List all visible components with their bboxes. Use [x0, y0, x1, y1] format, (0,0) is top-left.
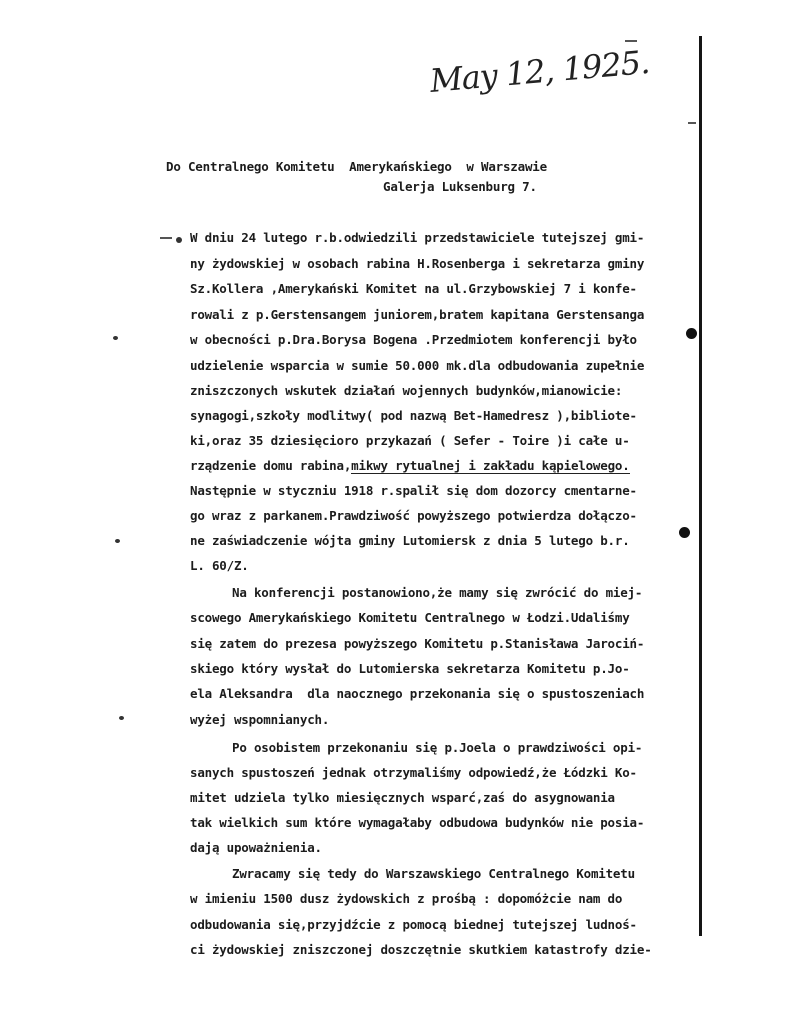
text-line: w obecności p.Dra.Borysa Bogena .Przedmiotem konferencji było — [190, 332, 637, 347]
text-line: zniszczonych wskutek działań wojennych budynków,mianowicie: — [190, 383, 623, 398]
text-line: sanych spustoszeń jednak otrzymaliśmy odpowiedź,że Łódzki Ko- — [190, 765, 637, 780]
text-line: odbudowania się,przyjdźcie z pomocą biednej tutejszej ludnoś- — [190, 917, 637, 932]
text-line: Następnie w styczniu 1918 r.spalił się dom dozorcy cmentarne- — [190, 483, 637, 498]
margin-mark — [625, 40, 637, 42]
text-line: ci żydowskiej zniszczonej doszczętnie skutkiem katastrofy dzie- — [190, 942, 652, 957]
text-line: ki,oraz 35 dziesięcioro przykazań ( Sefer - Toire )i całe u- — [190, 433, 630, 448]
text-line: dają upoważnienia. — [190, 840, 322, 855]
text-line: ny żydowskiej w osobach rabina H.Rosenberga i sekretarza gminy — [190, 256, 645, 271]
text-line: W dniu 24 lutego r.b.odwiedzili przedstawiciele tutejszej gmi- — [190, 230, 645, 245]
text-line: mitet udziela tylko miesięcznych wsparć,zaś do asygnowania — [190, 790, 615, 805]
margin-mark — [688, 122, 696, 124]
text-line: udzielenie wsparcia w sumie 50.000 mk.dla odbudowania zupełnie — [190, 358, 645, 373]
text-line: wyżej wspomnianych. — [190, 712, 330, 727]
text-line: się zatem do prezesa powyższego Komitetu p.Stanisława Jarociń- — [190, 636, 645, 651]
text-line: L. 60/Z. — [190, 558, 249, 573]
text-line: w imieniu 1500 dusz żydowskich z prośbą : dopomóżcie nam do — [190, 891, 623, 906]
text-line: ela Aleksandra dla naocznego przekonania się o spustoszeniach — [190, 686, 645, 701]
punch-hole-mark — [686, 328, 697, 339]
underlined-text: mikwy rytualnej i zakładu kąpielowego. — [351, 458, 630, 473]
margin-speck — [115, 539, 120, 543]
text-line: scowego Amerykańskiego Komitetu Centralnego w Łodzi.Udaliśmy — [190, 610, 630, 625]
text-line: rowali z p.Gerstensangem juniorem,bratem kapitana Gerstensanga — [190, 307, 645, 322]
text-line: ne zaświadczenie wójta gminy Lutomiersk z dnia 5 lutego b.r. — [190, 533, 630, 548]
margin-speck — [176, 237, 182, 243]
text-line: Po osobistem przekonaniu się p.Joela o prawdziwości opi- — [232, 740, 643, 755]
margin-mark — [160, 237, 172, 239]
underlined-text-line — [190, 458, 630, 474]
page-edge-shadow — [699, 36, 702, 936]
text-line: synagogi,szkoły modlitwy( pod nazwą Bet-Hamedresz ),bibliote- — [190, 408, 637, 423]
handwritten-date: May 12, 1925. — [428, 42, 651, 100]
text-line: Zwracamy się tedy do Warszawskiego Centralnego Komitetu — [232, 866, 635, 881]
text-line: go wraz z parkanem.Prawdziwość powyższego potwierdza dołączo- — [190, 508, 637, 523]
address-line-2: Galerja Luksenburg 7. — [383, 179, 537, 194]
text-line: tak wielkich sum które wymagałaby odbudowa budynków nie posia- — [190, 815, 645, 830]
punch-hole-mark — [679, 527, 690, 538]
address-line-1: Do Centralnego Komitetu Amerykańskiego w Warszawie — [166, 159, 547, 174]
margin-speck — [119, 716, 124, 720]
text-line: Na konferencji postanowiono,że mamy się zwrócić do miej- — [232, 585, 643, 600]
text-line: Sz.Kollera ,Amerykański Komitet na ul.Grzybowskiej 7 i konfe- — [190, 281, 637, 296]
text-segment: rządzenie domu rabina, — [190, 458, 352, 473]
text-line: skiego który wysłał do Lutomierska sekretarza Komitetu p.Jo- — [190, 661, 630, 676]
margin-speck — [113, 336, 118, 340]
